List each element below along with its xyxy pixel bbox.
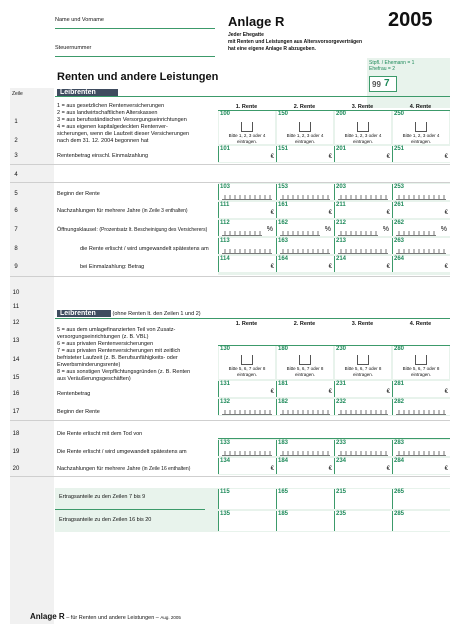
row-num-18: 18 bbox=[12, 431, 20, 437]
ertrag-label-line bbox=[55, 509, 205, 510]
ertrag-label-2: Ertragsanteile zu den Zeilen 16 bis 20 bbox=[59, 517, 152, 523]
row-num-5: 5 bbox=[14, 191, 18, 197]
row-divider bbox=[10, 476, 450, 477]
s2-type-box-3[interactable] bbox=[357, 355, 369, 365]
s2-row16-cell-1[interactable]: 131 € bbox=[220, 381, 274, 395]
s1-type-cell-3[interactable]: 200 Bitte 1, 2, 3 oder 4 eintragen. bbox=[335, 111, 391, 144]
row18-field[interactable] bbox=[218, 424, 450, 439]
s1-row3-cell-2[interactable]: 151 € bbox=[278, 146, 332, 160]
s2-col-2: 2. Rente bbox=[293, 321, 316, 327]
row-text-20: Nachzahlungen für mehrere Jahre (in Zeile 16 enthalten) bbox=[57, 466, 191, 472]
footer-text: – für Renten und andere Leistungen – bbox=[66, 615, 159, 621]
s1-col-1: 1. Rente bbox=[235, 104, 258, 110]
s1-type-cell-4[interactable]: 250 Bitte 1, 2, 3 oder 4 eintragen. bbox=[393, 111, 449, 144]
s1-row9-cell-3[interactable]: 214 € bbox=[336, 256, 390, 270]
s1-col-2: 2. Rente bbox=[293, 104, 316, 110]
row-text-9: bei Einmalzahlung: Betrag bbox=[80, 264, 145, 270]
s2-row20-cell-1[interactable]: 134 € bbox=[220, 458, 274, 472]
s1-type-cell-2[interactable]: 150 Bitte 1, 2, 3 oder 4 eintragen. bbox=[277, 111, 333, 144]
row-num-19: 19 bbox=[12, 449, 20, 455]
s1-row8-cell-4[interactable]: 263 bbox=[392, 238, 450, 254]
row-num-16: 16 bbox=[12, 391, 20, 397]
s1-row7-cell-4[interactable]: 262 % bbox=[392, 220, 450, 236]
ertrag-r1-cell-3[interactable]: 215 bbox=[334, 489, 392, 509]
row-num-10: 10 bbox=[12, 290, 20, 296]
row-num-6: 6 bbox=[14, 208, 18, 214]
s2-row19-cell-3[interactable]: 233 bbox=[334, 440, 392, 456]
ertrag-r2-cell-1[interactable]: 135 bbox=[218, 511, 276, 531]
name-label: Name und Vorname bbox=[55, 17, 104, 23]
s2-row20-cell-4[interactable]: 284 € bbox=[394, 458, 448, 472]
s1-row3-cell-3[interactable]: 201 € bbox=[336, 146, 390, 160]
s2-type-box-1[interactable] bbox=[241, 355, 253, 365]
s1-col-3: 3. Rente bbox=[351, 104, 374, 110]
ertrag-r1-cell-1[interactable]: 115 bbox=[218, 489, 276, 509]
row-text-3: Rentenbetrag einschl. Einmalzahlung bbox=[57, 153, 149, 159]
ertrag-r2-cell-2[interactable]: 185 bbox=[276, 511, 334, 531]
s2-col-3: 3. Rente bbox=[351, 321, 374, 327]
row-text-16: Rentenbetrag bbox=[57, 391, 91, 397]
s2-row16-cell-3[interactable]: 231 € bbox=[336, 381, 390, 395]
s2-row16-cell-4[interactable]: 281 € bbox=[394, 381, 448, 395]
s2-row20-cell-2[interactable]: 184 € bbox=[278, 458, 332, 472]
row-divider bbox=[10, 164, 450, 165]
s1-type-box-2[interactable] bbox=[299, 122, 311, 132]
row-divider bbox=[10, 420, 450, 421]
row-num-12: 12 bbox=[12, 320, 20, 326]
row-num-4: 4 bbox=[14, 172, 18, 178]
row-text-17: Beginn der Rente bbox=[57, 409, 100, 415]
zeile-bar bbox=[10, 88, 54, 624]
row-num-1: 1 bbox=[14, 119, 18, 125]
s1-row7-cell-2[interactable]: 162 % bbox=[276, 220, 334, 236]
s2-row17-cell-2[interactable]: 182 bbox=[276, 399, 334, 415]
row-text-7: Öffnungsklausel: (Prozentsatz lt. Bescheinigung des Versicherers) bbox=[57, 227, 208, 233]
s1-col-4: 4. Rente bbox=[409, 104, 432, 110]
s1-row7-cell-3[interactable]: 212 % bbox=[334, 220, 392, 236]
row-num-11: 11 bbox=[12, 304, 20, 310]
row-text-6: Nachzahlungen für mehrere Jahre (in Zeile 3 enthalten) bbox=[57, 208, 188, 214]
subtitle: Jeder Ehegatte mit Renten und Leistungen aus Altersvorsorgeverträgen hat eine eigene Anlage R abzugeben. bbox=[228, 32, 363, 52]
row-num-13: 13 bbox=[12, 338, 20, 344]
s1-row3-cell-4[interactable]: 251 € bbox=[394, 146, 448, 160]
s1-row6-cell-4[interactable]: 261 € bbox=[394, 202, 448, 216]
row-divider bbox=[10, 182, 450, 183]
s1-type-box-1[interactable] bbox=[241, 122, 253, 132]
s2-row19-cell-1[interactable]: 133 bbox=[218, 440, 276, 456]
row-num-8: 8 bbox=[14, 246, 18, 252]
row-num-2: 2 bbox=[14, 138, 18, 144]
row-text-8: die Rente erlischt / wird umgewandelt spätestens am bbox=[80, 246, 209, 252]
section1-title: Leibrenten bbox=[57, 89, 118, 96]
ertrag-r1-cell-4[interactable]: 265 bbox=[392, 489, 450, 509]
s2-type-cell-1[interactable]: 130 Bitte 5, 6, 7 oder 8 eintragen. bbox=[219, 346, 275, 379]
row-num-14: 14 bbox=[12, 357, 20, 363]
s2-row19-cell-2[interactable]: 183 bbox=[276, 440, 334, 456]
s2-type-cell-3[interactable]: 230 Bitte 5, 6, 7 oder 8 eintragen. bbox=[335, 346, 391, 379]
footer bbox=[30, 612, 181, 621]
s1-row8-cell-2[interactable]: 163 bbox=[276, 238, 334, 254]
s1-row6-cell-2[interactable]: 161 € bbox=[278, 202, 332, 216]
row-text-5: Beginn der Rente bbox=[57, 191, 100, 197]
s2-type-cell-4[interactable]: 280 Bitte 5, 6, 7 oder 8 eintragen. bbox=[393, 346, 449, 379]
s1-row3-cell-1[interactable]: 101 € bbox=[220, 146, 274, 160]
s2-type-box-4[interactable] bbox=[415, 355, 427, 365]
s1-type-cell-1[interactable]: 100 Bitte 1, 2, 3 oder 4 eintragen. bbox=[219, 111, 275, 144]
s1-type-box-4[interactable] bbox=[415, 122, 427, 132]
row-text-19: Die Rente erlischt / wird umgewandelt spätestens am bbox=[57, 449, 187, 455]
section1-header-line bbox=[55, 96, 450, 97]
section2-options: 5 = aus dem umlagefinanzierten Teil von Zusatz- versorgungseinrichtungen (z. B. VBL) 6 = aus privaten Rentenversicherungen 7 = aus privaten Rentenversicherungen mit zeitlich befristeter Laufzeit (z. B. Berufsunfähigkeits- oder Erwerbsminderungsrente) 8 = aus sonstigen Verpflichtungsgründen (z. B. Renten aus Veräußerungsgeschäften) bbox=[57, 327, 191, 382]
code-7: 7 bbox=[384, 78, 390, 89]
form-title: Anlage R bbox=[228, 14, 285, 29]
s1-row6-cell-1[interactable]: 111 € bbox=[220, 202, 274, 216]
row-num-9: 9 bbox=[14, 264, 18, 270]
s1-type-box-3[interactable] bbox=[357, 122, 369, 132]
s1-row5-cell-1[interactable]: 103 bbox=[218, 184, 276, 200]
s1-row8-cell-3[interactable]: 213 bbox=[334, 238, 392, 254]
s2-row17-cell-4[interactable]: 282 bbox=[392, 399, 450, 415]
code-99: 99 bbox=[372, 80, 381, 89]
s2-row16-cell-2[interactable]: 181 € bbox=[278, 381, 332, 395]
section2-title: Leibrenten (ohne Renten lt. den Zeilen 1 und 2) bbox=[57, 310, 201, 317]
row-num-15: 15 bbox=[12, 375, 20, 381]
tax-number-label: Steuernummer bbox=[55, 45, 92, 51]
ertrag-label-1: Ertragsanteile zu den Zeilen 7 bis 9 bbox=[59, 494, 146, 500]
name-field[interactable] bbox=[55, 8, 215, 29]
s1-row9-cell-4[interactable]: 264 € bbox=[394, 256, 448, 270]
s2-row19-cell-4[interactable]: 283 bbox=[392, 440, 450, 456]
footer-date: Aug. 2005 bbox=[160, 615, 181, 620]
spouse-input[interactable] bbox=[369, 76, 397, 92]
section2-header-line bbox=[55, 318, 450, 319]
s1-row5-cell-2[interactable]: 153 bbox=[276, 184, 334, 200]
s1-row9-cell-1[interactable]: 114 € bbox=[220, 256, 274, 270]
s2-col-4: 4. Rente bbox=[409, 321, 432, 327]
row-num-17: 17 bbox=[12, 409, 20, 415]
s2-type-box-2[interactable] bbox=[299, 355, 311, 365]
zeile-label: Zeile bbox=[12, 91, 23, 97]
footer-title: Anlage R bbox=[30, 612, 65, 621]
row-text-18: Die Rente erlischt mit dem Tod von bbox=[57, 431, 143, 437]
s2-row20-cell-3[interactable]: 234 € bbox=[336, 458, 390, 472]
s1-row5-cell-3[interactable]: 203 bbox=[334, 184, 392, 200]
spouse-selector: Stpfl. / Ehemann = 1 Ehefrau = 2 99 7 bbox=[367, 58, 450, 108]
s2-col-1: 1. Rente bbox=[235, 321, 258, 327]
row-num-20: 20 bbox=[12, 466, 20, 472]
s2-row17-cell-3[interactable]: 232 bbox=[334, 399, 392, 415]
ertrag-r2-cell-3[interactable]: 235 bbox=[334, 511, 392, 531]
s1-row7-cell-1[interactable]: 112 % bbox=[218, 220, 276, 236]
ertrag-r1-cell-2[interactable]: 165 bbox=[276, 489, 334, 509]
section1-options: 1 = aus gesetzlichen Rentenversicherungen 2 = aus landwirtschaftlichen Alterskassen 3 = aus berufsständischen Versorgungseinrichtungen 4 = aus eigenen kapitalgedeckten Rentenver- sicherungen, wenn die Laufzeit dieser Versicherungen nach dem 31. 12. 2004 begonnen hat bbox=[57, 103, 190, 144]
s1-row5-cell-4[interactable]: 253 bbox=[392, 184, 450, 200]
s1-row9-cell-2[interactable]: 164 € bbox=[278, 256, 332, 270]
s2-type-cell-2[interactable]: 180 Bitte 5, 6, 7 oder 8 eintragen. bbox=[277, 346, 333, 379]
row-divider bbox=[10, 276, 450, 277]
main-title: Renten und andere Leistungen bbox=[57, 71, 219, 83]
year: 2005 bbox=[388, 9, 433, 31]
s1-row6-cell-3[interactable]: 211 € bbox=[336, 202, 390, 216]
row-num-7: 7 bbox=[14, 227, 18, 233]
row-num-3: 3 bbox=[14, 153, 18, 159]
s1-row8-cell-1[interactable]: 113 bbox=[218, 238, 276, 254]
ertrag-r2-cell-4[interactable]: 285 bbox=[392, 511, 450, 531]
s2-row17-cell-1[interactable]: 132 bbox=[218, 399, 276, 415]
tax-number-field[interactable] bbox=[55, 36, 215, 57]
